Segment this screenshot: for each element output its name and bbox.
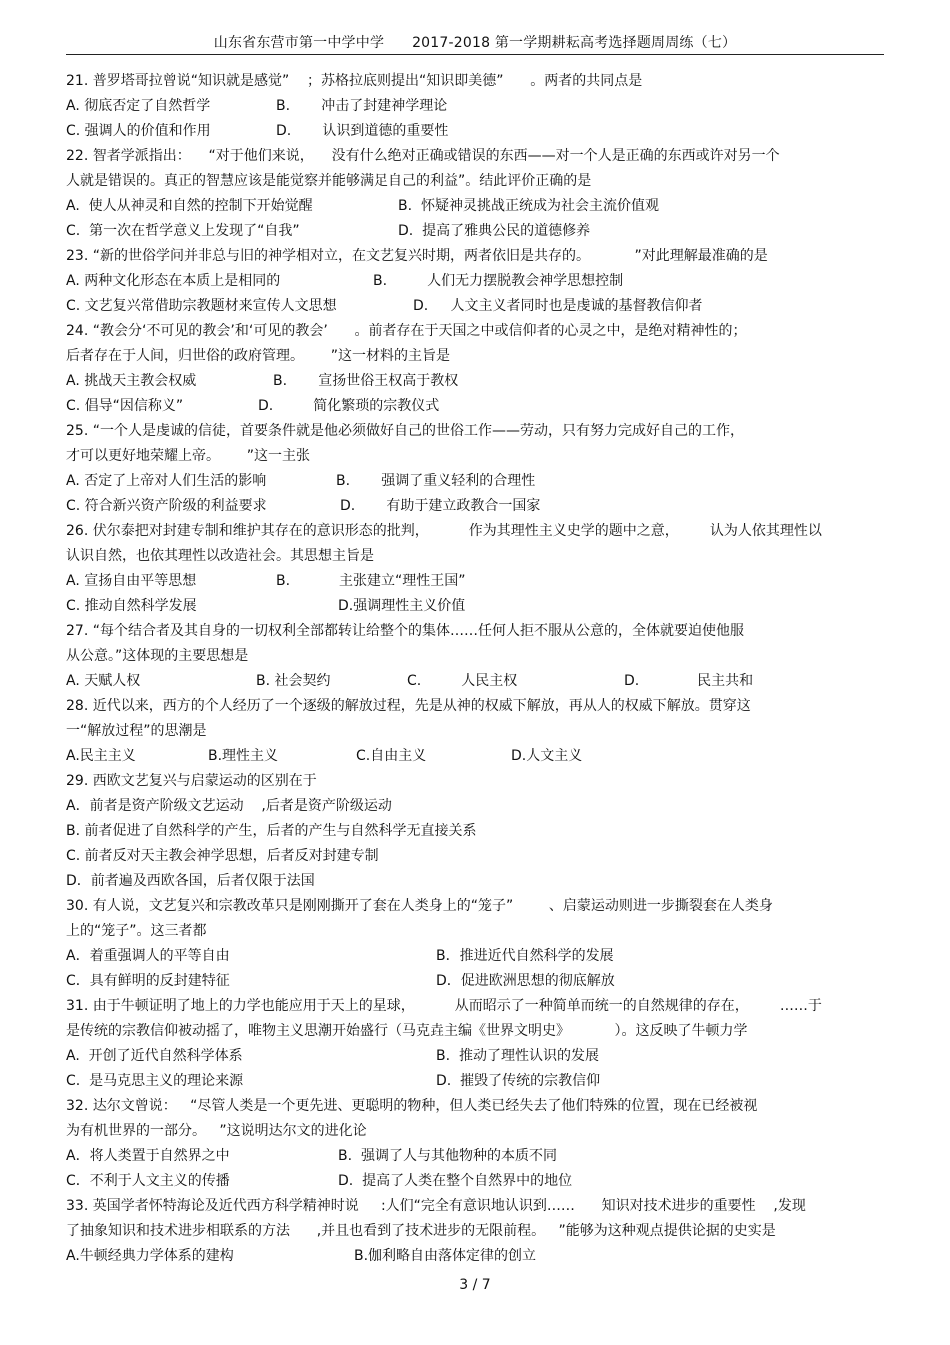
- option-row: [66, 1044, 886, 1069]
- answer-option: C. 第一次在哲学意义上发现了“自我”: [66, 223, 300, 239]
- option-row: [66, 744, 886, 769]
- answer-option: D．促进欧洲思想的彻底解放: [436, 973, 615, 989]
- answer-option: B. 强调了人与其他物种的本质不同: [338, 1148, 557, 1164]
- answer-option: A. 开创了近代自然科学体系: [66, 1048, 243, 1064]
- answer-option: C. 倡导“因信称义”: [66, 398, 184, 414]
- header-title: 2017-2018 第一学期耕耘高考选择题周周练（七）: [412, 35, 737, 51]
- answer-option: C. 符合新兴资产阶级的利益要求: [66, 498, 267, 514]
- option-row: [66, 394, 886, 419]
- answer-option: D. 有助于建立政教合一国家: [340, 498, 541, 514]
- question-stem-continued: 后者存在于人间，归世俗的政府管理。 ”这一材料的主旨是: [66, 348, 450, 364]
- option-row: [66, 794, 886, 819]
- option-row: [66, 819, 886, 844]
- answer-option: D. 认识到道德的重要性: [276, 123, 449, 139]
- answer-option: D. 提高了雅典公民的道德修养: [398, 223, 591, 239]
- answer-option: A. 天赋人权: [66, 673, 141, 689]
- answer-option: B.理性主义: [208, 748, 279, 764]
- option-row: [66, 1144, 886, 1169]
- question-31: [66, 994, 886, 1094]
- answer-option: D．前者遍及西欧各国，后者仅限于法国: [66, 873, 315, 889]
- question-stem-continued: 为有机世界的一部分。 ”这说明达尔文的进化论: [66, 1123, 367, 1139]
- answer-option: B. 前者促进了自然科学的产生，后者的产生与自然科学无直接关系: [66, 823, 477, 839]
- option-row: [66, 1244, 886, 1269]
- answer-option: C. 文艺复兴常借助宗教题材来宣传人文思想: [66, 298, 337, 314]
- question-28: [66, 694, 886, 769]
- question-stem-continued: 一“解放过程”的思潮是: [66, 723, 207, 739]
- question-29: [66, 769, 886, 894]
- option-row: [66, 369, 886, 394]
- option-row: [66, 944, 886, 969]
- question-stem-continued: 从公意。”这体现的主要思想是: [66, 648, 249, 664]
- question-stem: 30. 有人说，文艺复兴和宗教改革只是刚刚撕开了套在人类身上的“笼子” 、启蒙运动则进一步撕裂套在人类身: [66, 898, 773, 914]
- option-row: [66, 119, 886, 144]
- answer-option: A. 宣扬自由平等思想: [66, 573, 197, 589]
- question-33: [66, 1194, 886, 1269]
- option-row: [66, 294, 886, 319]
- option-row: [66, 1069, 886, 1094]
- answer-option: D.人文主义: [511, 748, 583, 764]
- answer-option: B. 冲击了封建神学理论: [276, 98, 448, 114]
- option-row: [66, 469, 886, 494]
- answer-option: B. 宣扬世俗王权高于教权: [273, 373, 459, 389]
- answer-option: B．推进近代自然科学的发展: [436, 948, 614, 964]
- answer-option: C.自由主义: [356, 748, 427, 764]
- answer-option: D. 民主共和: [624, 673, 754, 689]
- question-stem-continued: 了抽象知识和技术进步相联系的方法 ,并且也看到了技术进步的无限前程。 ”能够为这种观点提供论据的史实是: [66, 1223, 776, 1239]
- answer-option: D. 简化繁琐的宗教仪式: [258, 398, 440, 414]
- question-stem: 24. “教会分‘不可见的教会’和‘可见的教会’ 。前者存在于天国之中或信仰者的心灵之中，是绝对精神性的；: [66, 323, 747, 339]
- answer-option: A. 使人从神灵和自然的控制下开始觉醒: [66, 198, 313, 214]
- answer-option: C. 是马克思主义的理论来源: [66, 1073, 244, 1089]
- question-26: [66, 519, 886, 619]
- page-header: [66, 32, 884, 52]
- question-stem: 28. 近代以来，西方的个人经历了一个逐级的解放过程，先是从神的权威下解放，再从人的权威下解放。贯穿这: [66, 698, 751, 714]
- answer-option: B.伽利略自由落体定律的创立: [354, 1248, 537, 1264]
- answer-option: D. 摧毁了传统的宗教信仰: [436, 1073, 601, 1089]
- question-stem: 32. 达尔文曾说： “尽管人类是一个更先进、更聪明的物种，但人类已经失去了他们特殊的位置，现在已经被视: [66, 1098, 758, 1114]
- answer-option: A．前者是资产阶级文艺运动 ,后者是资产阶级运动: [66, 798, 392, 814]
- question-32: [66, 1094, 886, 1194]
- question-22: [66, 144, 886, 244]
- question-24: [66, 319, 886, 419]
- option-row: [66, 1169, 886, 1194]
- answer-option: B. 怀疑神灵挑战正统成为社会主流价值观: [398, 198, 659, 214]
- answer-option: D. 人文主义者同时也是虔诚的基督教信仰者: [413, 298, 703, 314]
- answer-option: B. 主张建立“理性王国”: [276, 573, 466, 589]
- header-school: 山东省东营市第一中学中学: [213, 35, 385, 51]
- answer-option: A.民主主义: [66, 748, 136, 764]
- answer-option: A. 彻底否定了自然哲学: [66, 98, 211, 114]
- question-stem: 23. “新的世俗学问并非总与旧的神学相对立，在文艺复兴时期，两者依旧是共存的。 ”对此理解最准确的是: [66, 248, 768, 264]
- answer-option: B. 强调了重义轻利的合理性: [336, 473, 536, 489]
- answer-option: D. 提高了人类在整个自然界中的地位: [338, 1173, 573, 1189]
- question-25: [66, 419, 886, 519]
- question-23: [66, 244, 886, 319]
- answer-option: A．着重强调人的平等自由: [66, 948, 230, 964]
- option-row: [66, 844, 886, 869]
- question-stem: 27. “每个结合者及其自身的一切权利全部都转让给整个的集体……任何人拒不服从公意的，全体就要迫使他服: [66, 623, 744, 639]
- answer-option: C. 前者反对天主教会神学思想，后者反对封建专制: [66, 848, 379, 864]
- question-stem: 33. 英国学者怀特海论及近代西方科学精神时说 :人们“完全有意识地认识到…… 知识对技术进步的重要性 ,发现: [66, 1198, 806, 1214]
- answer-option: A. 否定了上帝对人们生活的影响: [66, 473, 267, 489]
- option-row: [66, 94, 886, 119]
- question-stem: 29. 西欧文艺复兴与启蒙运动的区别在于: [66, 773, 317, 789]
- answer-option: C．不利于人文主义的传播: [66, 1173, 230, 1189]
- question-27: [66, 619, 886, 694]
- option-row: [66, 569, 886, 594]
- answer-option: C. 人民主权: [407, 673, 518, 689]
- question-stem: 21. 普罗塔哥拉曾说“知识就是感觉” ；苏格拉底则提出“知识即美德” 。两者的共同点是: [66, 73, 643, 89]
- answer-option: A. 挑战天主教会权威: [66, 373, 197, 389]
- header-divider: [66, 54, 884, 55]
- question-stem: 26. 伏尔泰把对封建专制和维护其存在的意识形态的批判， 作为其理性主义史学的题中之意， 认为人依其理性以: [66, 523, 822, 539]
- option-row: [66, 869, 886, 894]
- answer-option: A.牛顿经典力学体系的建构: [66, 1248, 234, 1264]
- question-stem: 22. 智者学派指出： “对于他们来说， 没有什么绝对正确或错误的东西——对一个人是正确的东西或许对另一个: [66, 148, 780, 164]
- question-stem: 25. “一个人是虔诚的信徒，首要条件就是他必须做好自己的世俗工作——劳动，只有努力完成好自己的工作，: [66, 423, 744, 439]
- option-row: [66, 594, 886, 619]
- answer-option: D.强调理性主义价值: [338, 598, 466, 614]
- answer-option: B. 社会契约: [256, 673, 331, 689]
- question-stem-continued: 是传统的宗教信仰被动摇了，唯物主义思潮开始盛行（马克垚主编《世界文明史》 ）。这反映了牛顿力学: [66, 1023, 748, 1039]
- answer-option: C．具有鲜明的反封建特征: [66, 973, 230, 989]
- answer-option: B. 推动了理性认识的发展: [436, 1048, 599, 1064]
- option-row: [66, 969, 886, 994]
- option-row: [66, 494, 886, 519]
- answer-option: A．将人类置于自然界之中: [66, 1148, 230, 1164]
- question-stem-continued: 上的“笼子”。这三者都: [66, 923, 207, 939]
- question-21: [66, 69, 886, 144]
- option-row: [66, 194, 886, 219]
- question-stem-continued: 人就是错误的。真正的智慧应该是能觉察并能够满足自己的利益”。结此评价正确的是: [66, 173, 592, 189]
- question-30: [66, 894, 886, 994]
- answer-option: A. 两种文化形态在本质上是相同的: [66, 273, 281, 289]
- answer-option: B. 人们无力摆脱教会神学思想控制: [373, 273, 624, 289]
- answer-option: C. 推动自然科学发展: [66, 598, 197, 614]
- question-stem-continued: 才可以更好地荣耀上帝。 ”这一主张: [66, 448, 310, 464]
- question-list: [66, 69, 886, 1269]
- question-stem-continued: 认识自然，也依其理性以改造社会。其思想主旨是: [66, 548, 374, 564]
- option-row: [66, 219, 886, 244]
- page-number: 3 / 7: [459, 1277, 491, 1293]
- answer-option: C. 强调人的价值和作用: [66, 123, 211, 139]
- question-stem: 31. 由于牛顿证明了地上的力学也能应用于天上的星球， 从而昭示了一种简单而统一的自然规律的存在， ……于: [66, 998, 822, 1014]
- option-row: [66, 669, 886, 694]
- option-row: [66, 269, 886, 294]
